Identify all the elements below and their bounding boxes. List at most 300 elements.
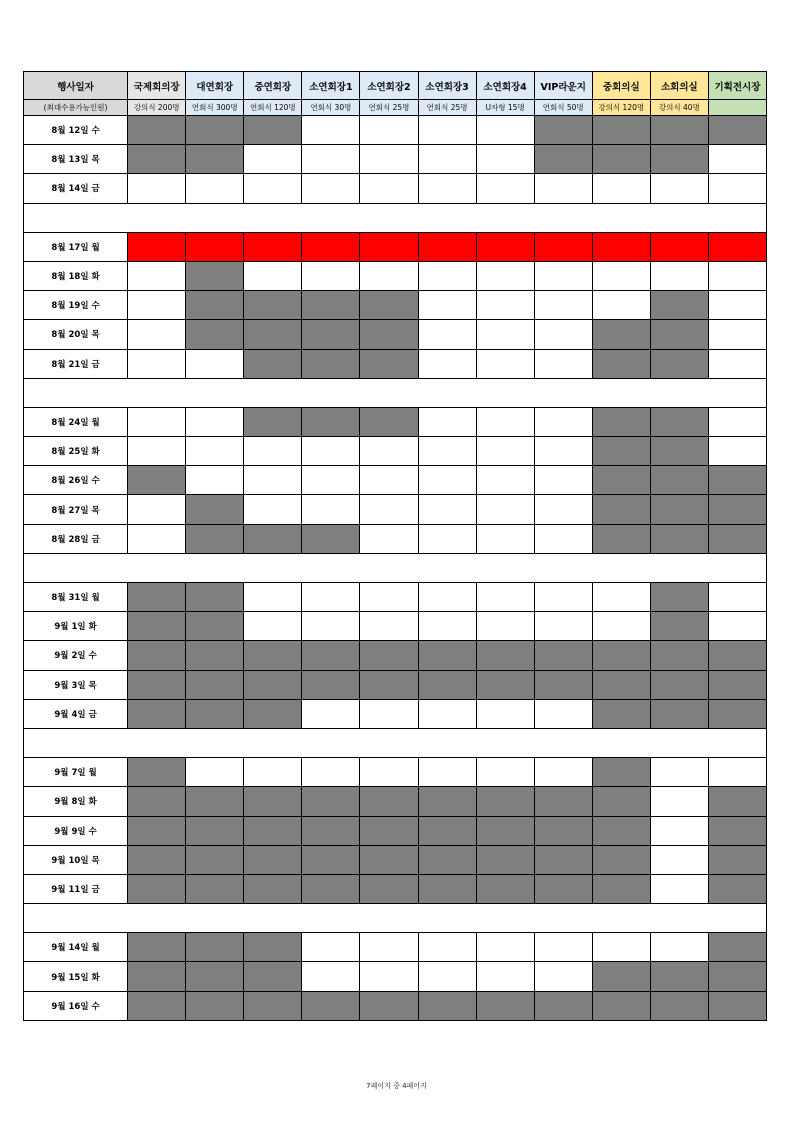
booked-cell bbox=[650, 612, 708, 641]
available-cell bbox=[708, 174, 766, 203]
available-cell bbox=[534, 612, 592, 641]
booked-cell bbox=[592, 699, 650, 728]
venue-schedule-table bbox=[23, 71, 767, 1021]
available-cell bbox=[186, 758, 244, 787]
booked-cell bbox=[592, 349, 650, 378]
date-cell: 9월 11일 금 bbox=[24, 874, 128, 903]
available-cell bbox=[418, 962, 476, 991]
booked-cell bbox=[302, 787, 360, 816]
booked-cell bbox=[186, 116, 244, 145]
available-cell bbox=[128, 320, 186, 349]
date-cell: 8월 21일 금 bbox=[24, 349, 128, 378]
date-cell: 8월 28일 금 bbox=[24, 524, 128, 553]
available-cell bbox=[418, 758, 476, 787]
available-cell bbox=[418, 320, 476, 349]
venue-header: 소회의실 bbox=[650, 72, 708, 100]
available-cell bbox=[534, 583, 592, 612]
available-cell bbox=[708, 612, 766, 641]
booked-cell bbox=[650, 962, 708, 991]
available-cell bbox=[534, 466, 592, 495]
booked-cell bbox=[650, 495, 708, 524]
page-number: 7페이지 중 4페이지 bbox=[366, 1082, 427, 1090]
venue-capacity: 연회식 25명 bbox=[360, 100, 418, 116]
date-cell: 8월 25일 화 bbox=[24, 437, 128, 466]
booked-cell bbox=[128, 641, 186, 670]
booked-cell bbox=[476, 816, 534, 845]
booked-cell bbox=[360, 845, 418, 874]
booked-cell bbox=[186, 641, 244, 670]
booked-cell bbox=[592, 991, 650, 1020]
booked-cell bbox=[244, 116, 302, 145]
day-row bbox=[24, 874, 767, 903]
day-row bbox=[24, 583, 767, 612]
day-row bbox=[24, 787, 767, 816]
available-cell bbox=[476, 962, 534, 991]
week-separator bbox=[24, 904, 767, 933]
date-cell: 8월 31일 월 bbox=[24, 583, 128, 612]
booked-cell bbox=[244, 641, 302, 670]
day-row bbox=[24, 232, 767, 261]
available-cell bbox=[592, 933, 650, 962]
available-cell bbox=[418, 699, 476, 728]
available-cell bbox=[418, 349, 476, 378]
booked-cell bbox=[244, 407, 302, 436]
day-row bbox=[24, 291, 767, 320]
booked-cell bbox=[186, 933, 244, 962]
available-cell bbox=[302, 145, 360, 174]
booked-cell bbox=[708, 962, 766, 991]
available-cell bbox=[418, 524, 476, 553]
booked-cell bbox=[360, 291, 418, 320]
booked-cell bbox=[650, 145, 708, 174]
available-cell bbox=[476, 437, 534, 466]
available-cell bbox=[708, 145, 766, 174]
booked-cell bbox=[708, 991, 766, 1020]
date-cell: 8월 20일 목 bbox=[24, 320, 128, 349]
date-cell: 8월 18일 화 bbox=[24, 261, 128, 290]
venue-header: 소연회장4 bbox=[476, 72, 534, 100]
holiday-cell bbox=[708, 232, 766, 261]
available-cell bbox=[302, 174, 360, 203]
available-cell bbox=[650, 933, 708, 962]
available-cell bbox=[360, 962, 418, 991]
available-cell bbox=[128, 437, 186, 466]
date-cell: 8월 27일 목 bbox=[24, 495, 128, 524]
available-cell bbox=[476, 407, 534, 436]
date-cell: 9월 14일 월 bbox=[24, 933, 128, 962]
holiday-cell bbox=[128, 232, 186, 261]
available-cell bbox=[476, 320, 534, 349]
available-cell bbox=[128, 291, 186, 320]
booked-cell bbox=[128, 874, 186, 903]
booked-cell bbox=[128, 145, 186, 174]
available-cell bbox=[708, 437, 766, 466]
booked-cell bbox=[708, 466, 766, 495]
available-cell bbox=[128, 524, 186, 553]
available-cell bbox=[302, 699, 360, 728]
venue-capacity: 연회식 50명 bbox=[534, 100, 592, 116]
date-cell: 8월 19일 수 bbox=[24, 291, 128, 320]
booked-cell bbox=[244, 787, 302, 816]
booked-cell bbox=[186, 583, 244, 612]
booked-cell bbox=[244, 699, 302, 728]
schedule-body bbox=[24, 116, 767, 1021]
available-cell bbox=[418, 466, 476, 495]
day-row bbox=[24, 991, 767, 1020]
booked-cell bbox=[244, 320, 302, 349]
booked-cell bbox=[592, 524, 650, 553]
booked-cell bbox=[708, 670, 766, 699]
available-cell bbox=[360, 583, 418, 612]
booked-cell bbox=[128, 933, 186, 962]
date-cell: 9월 2일 수 bbox=[24, 641, 128, 670]
available-cell bbox=[534, 962, 592, 991]
holiday-cell bbox=[650, 232, 708, 261]
booked-cell bbox=[360, 670, 418, 699]
booked-cell bbox=[534, 145, 592, 174]
week-separator bbox=[24, 378, 767, 407]
venue-header: 소연회장2 bbox=[360, 72, 418, 100]
booked-cell bbox=[418, 670, 476, 699]
booked-cell bbox=[476, 787, 534, 816]
booked-cell bbox=[186, 495, 244, 524]
booked-cell bbox=[534, 845, 592, 874]
week-separator bbox=[24, 553, 767, 582]
booked-cell bbox=[592, 437, 650, 466]
holiday-cell bbox=[418, 232, 476, 261]
day-row bbox=[24, 174, 767, 203]
booked-cell bbox=[186, 787, 244, 816]
available-cell bbox=[360, 612, 418, 641]
booked-cell bbox=[708, 699, 766, 728]
day-row bbox=[24, 670, 767, 699]
available-cell bbox=[534, 349, 592, 378]
available-cell bbox=[476, 612, 534, 641]
booked-cell bbox=[534, 991, 592, 1020]
available-cell bbox=[534, 495, 592, 524]
available-cell bbox=[534, 320, 592, 349]
available-cell bbox=[708, 261, 766, 290]
booked-cell bbox=[360, 641, 418, 670]
available-cell bbox=[708, 407, 766, 436]
booked-cell bbox=[592, 116, 650, 145]
available-cell bbox=[360, 758, 418, 787]
available-cell bbox=[244, 758, 302, 787]
available-cell bbox=[592, 291, 650, 320]
available-cell bbox=[360, 524, 418, 553]
date-cell: 9월 7일 월 bbox=[24, 758, 128, 787]
available-cell bbox=[476, 291, 534, 320]
booked-cell bbox=[650, 583, 708, 612]
available-cell bbox=[708, 349, 766, 378]
day-row bbox=[24, 466, 767, 495]
booked-cell bbox=[244, 524, 302, 553]
booked-cell bbox=[476, 670, 534, 699]
available-cell bbox=[418, 495, 476, 524]
booked-cell bbox=[708, 874, 766, 903]
booked-cell bbox=[186, 816, 244, 845]
booked-cell bbox=[186, 320, 244, 349]
booked-cell bbox=[592, 816, 650, 845]
available-cell bbox=[360, 933, 418, 962]
available-cell bbox=[476, 583, 534, 612]
booked-cell bbox=[534, 874, 592, 903]
available-cell bbox=[534, 174, 592, 203]
holiday-cell bbox=[302, 232, 360, 261]
available-cell bbox=[476, 524, 534, 553]
date-cell: 9월 16일 수 bbox=[24, 991, 128, 1020]
venue-header: 소연회장1 bbox=[302, 72, 360, 100]
available-cell bbox=[534, 758, 592, 787]
booked-cell bbox=[186, 670, 244, 699]
available-cell bbox=[650, 816, 708, 845]
available-cell bbox=[186, 174, 244, 203]
venue-capacity: 연회식 120명 bbox=[244, 100, 302, 116]
available-cell bbox=[708, 758, 766, 787]
date-cell: 9월 9일 수 bbox=[24, 816, 128, 845]
booked-cell bbox=[128, 758, 186, 787]
capacity-caption: (최대수용가능인원) bbox=[24, 100, 128, 116]
available-cell bbox=[534, 407, 592, 436]
venue-header: 소연회장3 bbox=[418, 72, 476, 100]
booked-cell bbox=[650, 641, 708, 670]
date-cell: 9월 4일 금 bbox=[24, 699, 128, 728]
available-cell bbox=[650, 874, 708, 903]
booked-cell bbox=[186, 291, 244, 320]
venue-capacity: 연회식 300명 bbox=[186, 100, 244, 116]
booked-cell bbox=[302, 291, 360, 320]
booked-cell bbox=[592, 466, 650, 495]
day-row bbox=[24, 641, 767, 670]
holiday-cell bbox=[186, 232, 244, 261]
available-cell bbox=[302, 583, 360, 612]
available-cell bbox=[244, 583, 302, 612]
available-cell bbox=[708, 291, 766, 320]
booked-cell bbox=[128, 583, 186, 612]
venue-capacity: 연회식 25명 bbox=[418, 100, 476, 116]
available-cell bbox=[360, 699, 418, 728]
available-cell bbox=[592, 583, 650, 612]
booked-cell bbox=[360, 407, 418, 436]
booked-cell bbox=[418, 991, 476, 1020]
booked-cell bbox=[650, 991, 708, 1020]
available-cell bbox=[708, 583, 766, 612]
booked-cell bbox=[302, 524, 360, 553]
venue-capacity: 강의식 40명 bbox=[650, 100, 708, 116]
available-cell bbox=[360, 174, 418, 203]
available-cell bbox=[360, 145, 418, 174]
booked-cell bbox=[592, 670, 650, 699]
booked-cell bbox=[302, 407, 360, 436]
available-cell bbox=[128, 407, 186, 436]
date-cell: 9월 1일 화 bbox=[24, 612, 128, 641]
venue-capacity: 연회식 30명 bbox=[302, 100, 360, 116]
booked-cell bbox=[650, 699, 708, 728]
day-row bbox=[24, 437, 767, 466]
available-cell bbox=[244, 495, 302, 524]
booked-cell bbox=[302, 349, 360, 378]
booked-cell bbox=[592, 758, 650, 787]
available-cell bbox=[302, 437, 360, 466]
date-cell: 9월 8일 화 bbox=[24, 787, 128, 816]
booked-cell bbox=[592, 320, 650, 349]
booked-cell bbox=[650, 670, 708, 699]
booked-cell bbox=[128, 991, 186, 1020]
available-cell bbox=[534, 524, 592, 553]
booked-cell bbox=[418, 874, 476, 903]
booked-cell bbox=[128, 670, 186, 699]
date-cell: 8월 24일 월 bbox=[24, 407, 128, 436]
booked-cell bbox=[650, 116, 708, 145]
booked-cell bbox=[418, 816, 476, 845]
available-cell bbox=[186, 466, 244, 495]
available-cell bbox=[476, 349, 534, 378]
available-cell bbox=[592, 174, 650, 203]
available-cell bbox=[302, 758, 360, 787]
week-separator-row bbox=[24, 728, 767, 757]
booked-cell bbox=[418, 641, 476, 670]
venue-capacity: 강의식 120명 bbox=[592, 100, 650, 116]
booked-cell bbox=[650, 524, 708, 553]
booked-cell bbox=[476, 641, 534, 670]
available-cell bbox=[650, 787, 708, 816]
day-row bbox=[24, 758, 767, 787]
booked-cell bbox=[650, 407, 708, 436]
booked-cell bbox=[650, 349, 708, 378]
available-cell bbox=[650, 174, 708, 203]
available-cell bbox=[244, 466, 302, 495]
booked-cell bbox=[534, 787, 592, 816]
booked-cell bbox=[244, 816, 302, 845]
holiday-cell bbox=[592, 232, 650, 261]
capacity-row bbox=[24, 100, 767, 116]
booked-cell bbox=[244, 933, 302, 962]
available-cell bbox=[302, 612, 360, 641]
day-row bbox=[24, 699, 767, 728]
booked-cell bbox=[302, 874, 360, 903]
available-cell bbox=[244, 174, 302, 203]
available-cell bbox=[244, 145, 302, 174]
available-cell bbox=[476, 261, 534, 290]
date-cell: 8월 14일 금 bbox=[24, 174, 128, 203]
booked-cell bbox=[186, 991, 244, 1020]
available-cell bbox=[476, 495, 534, 524]
booked-cell bbox=[708, 816, 766, 845]
venue-header: VIP라운지 bbox=[534, 72, 592, 100]
booked-cell bbox=[186, 261, 244, 290]
booked-cell bbox=[302, 845, 360, 874]
booked-cell bbox=[244, 291, 302, 320]
booked-cell bbox=[592, 787, 650, 816]
week-separator-row bbox=[24, 378, 767, 407]
available-cell bbox=[418, 583, 476, 612]
available-cell bbox=[302, 116, 360, 145]
booked-cell bbox=[128, 845, 186, 874]
available-cell bbox=[592, 612, 650, 641]
booked-cell bbox=[244, 991, 302, 1020]
available-cell bbox=[418, 145, 476, 174]
available-cell bbox=[592, 261, 650, 290]
day-row bbox=[24, 320, 767, 349]
booked-cell bbox=[128, 787, 186, 816]
available-cell bbox=[418, 261, 476, 290]
venue-header: 국제회의장 bbox=[128, 72, 186, 100]
holiday-cell bbox=[244, 232, 302, 261]
available-cell bbox=[534, 699, 592, 728]
booked-cell bbox=[128, 116, 186, 145]
booked-cell bbox=[534, 670, 592, 699]
booked-cell bbox=[418, 845, 476, 874]
available-cell bbox=[418, 612, 476, 641]
week-separator-row bbox=[24, 553, 767, 582]
week-separator-row bbox=[24, 203, 767, 232]
day-row bbox=[24, 962, 767, 991]
booked-cell bbox=[592, 145, 650, 174]
booked-cell bbox=[360, 320, 418, 349]
booked-cell bbox=[128, 699, 186, 728]
available-cell bbox=[534, 261, 592, 290]
booked-cell bbox=[708, 495, 766, 524]
booked-cell bbox=[244, 874, 302, 903]
available-cell bbox=[186, 407, 244, 436]
venue-header: 기획전시장 bbox=[708, 72, 766, 100]
booked-cell bbox=[592, 495, 650, 524]
booked-cell bbox=[708, 845, 766, 874]
booked-cell bbox=[128, 962, 186, 991]
date-cell: 8월 13일 목 bbox=[24, 145, 128, 174]
booked-cell bbox=[476, 845, 534, 874]
booked-cell bbox=[186, 699, 244, 728]
day-row bbox=[24, 407, 767, 436]
available-cell bbox=[302, 495, 360, 524]
available-cell bbox=[534, 437, 592, 466]
venue-capacity: 강의식 200명 bbox=[128, 100, 186, 116]
available-cell bbox=[360, 261, 418, 290]
venue-header: 중회의실 bbox=[592, 72, 650, 100]
booked-cell bbox=[302, 670, 360, 699]
booked-cell bbox=[650, 466, 708, 495]
booked-cell bbox=[360, 349, 418, 378]
available-cell bbox=[476, 145, 534, 174]
booked-cell bbox=[650, 437, 708, 466]
booked-cell bbox=[128, 816, 186, 845]
booked-cell bbox=[360, 787, 418, 816]
booked-cell bbox=[360, 991, 418, 1020]
available-cell bbox=[244, 261, 302, 290]
available-cell bbox=[418, 437, 476, 466]
available-cell bbox=[360, 466, 418, 495]
booked-cell bbox=[186, 962, 244, 991]
booked-cell bbox=[534, 641, 592, 670]
day-row bbox=[24, 349, 767, 378]
available-cell bbox=[418, 407, 476, 436]
available-cell bbox=[650, 758, 708, 787]
booked-cell bbox=[244, 845, 302, 874]
venue-capacity: U자형 15명 bbox=[476, 100, 534, 116]
available-cell bbox=[534, 933, 592, 962]
venue-header: 중연회장 bbox=[244, 72, 302, 100]
available-cell bbox=[476, 933, 534, 962]
booked-cell bbox=[186, 845, 244, 874]
booked-cell bbox=[302, 641, 360, 670]
date-cell: 9월 10일 목 bbox=[24, 845, 128, 874]
booked-cell bbox=[186, 524, 244, 553]
booked-cell bbox=[708, 641, 766, 670]
booked-cell bbox=[302, 320, 360, 349]
available-cell bbox=[476, 466, 534, 495]
date-cell: 9월 3일 목 bbox=[24, 670, 128, 699]
booked-cell bbox=[476, 991, 534, 1020]
